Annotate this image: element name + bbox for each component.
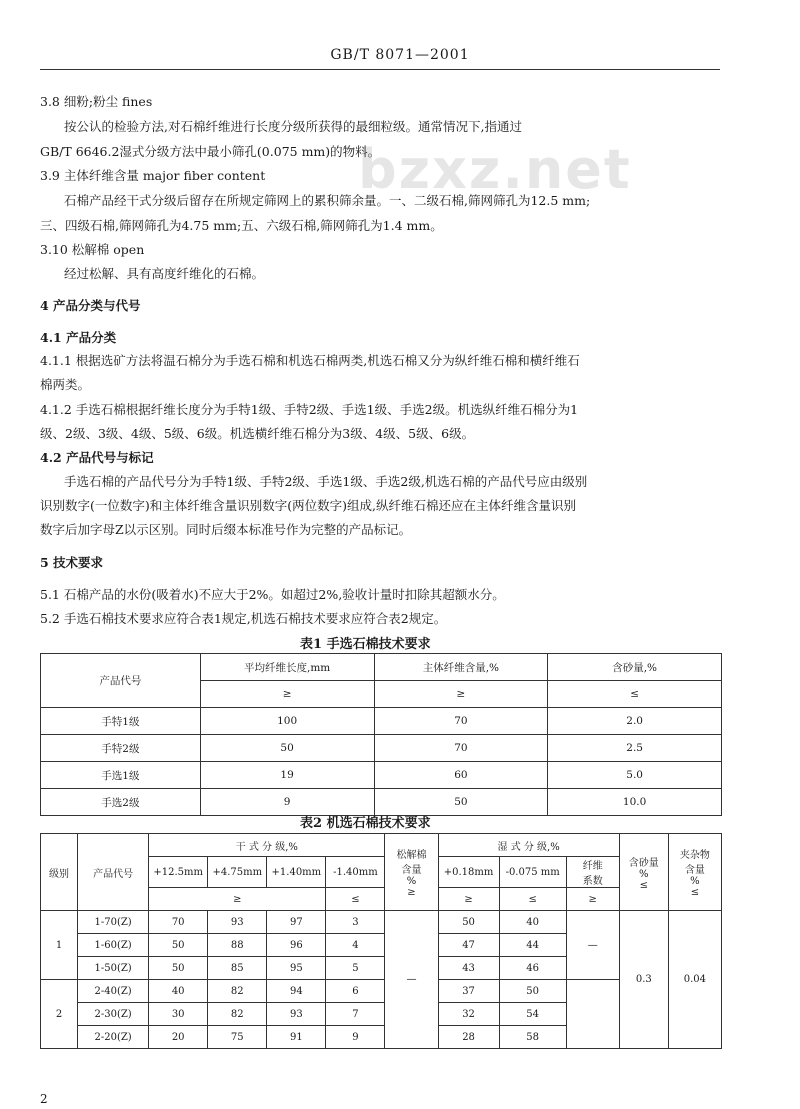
s411-line1: 4.1.1 根据选矿方法将温石棉分为手选石棉和机选石棉两类,机选石棉又分为纵纤维石棉和横纤维石	[40, 353, 580, 368]
t2-dry-col: +4.75mm	[208, 857, 267, 888]
t1-sub-ge: ≥	[200, 681, 374, 708]
t2-impurity-value: 0.04	[668, 911, 721, 1049]
t2-cell: 95	[267, 957, 326, 980]
t1-cell: 手选1级	[41, 762, 201, 789]
t2-dry-col: +12.5mm	[149, 857, 208, 888]
table-row	[41, 708, 722, 735]
t2-header-sand	[619, 834, 668, 911]
header-rule	[40, 69, 720, 70]
t2-sand-value: 0.3	[619, 911, 668, 1049]
t1-cell: 5.0	[548, 762, 722, 789]
t2-dry-sub-le: ≤	[326, 888, 385, 911]
t1-cell: 70	[374, 708, 548, 735]
t2-cell: 1-60(Z)	[78, 934, 149, 957]
t2-sand-l1: 含砂量	[628, 857, 659, 869]
t2-cell: 93	[208, 911, 267, 934]
t1-cell: 手特1级	[41, 708, 201, 735]
s412-line1: 4.1.2 手选石棉根据纤维长度分为手特1级、手特2级、手选1级、手选2级。机选纵纤维石棉分为1	[40, 402, 579, 417]
t2-cell: 93	[267, 1003, 326, 1026]
table2-caption: 表2 机选石棉技术要求	[300, 816, 431, 831]
t2-header-open	[385, 834, 438, 911]
t2-cell: 3	[326, 911, 385, 934]
t1-header-code: 产品代号	[41, 654, 201, 708]
t2-wet-sub: ≤	[499, 888, 566, 911]
t2-cell: 88	[208, 934, 267, 957]
t2-open-l4: ≥	[407, 887, 416, 898]
t2-cell: 85	[208, 957, 267, 980]
t2-open-l2: 含量	[401, 865, 422, 876]
t2-wet-fiber	[566, 857, 619, 888]
t2-fiber-value: —	[566, 911, 619, 980]
s411-line2: 棉两类。	[40, 377, 91, 392]
t2-header-dry: 干 式 分 级,%	[149, 834, 385, 857]
t2-cell: 20	[149, 1026, 208, 1049]
s412-line2: 级、2级、3级、4级、5级、6级。机选横纤维石棉分为3级、4级、5级、6级。	[40, 426, 475, 441]
table1-caption: 表1 手选石棉技术要求	[300, 637, 431, 652]
t2-cell: 50	[149, 934, 208, 957]
t1-sub-ge: ≥	[374, 681, 548, 708]
s42-line3: 数字后加字母Z以示区别。同时后缀本标准号作为完整的产品标记。	[40, 522, 412, 537]
s310-line1: 经过松解、具有高度纤维化的石棉。	[64, 266, 265, 281]
t2-cell: 82	[208, 980, 267, 1003]
t2-imp-l4: ≤	[690, 887, 700, 898]
t2-wet-sub: ≥	[566, 888, 619, 911]
t1-header-fiber: 主体纤维含量,%	[374, 654, 548, 681]
t2-cell: 1-50(Z)	[78, 957, 149, 980]
t2-cell: 50	[438, 911, 499, 934]
t2-cell: 2-40(Z)	[78, 980, 149, 1003]
t2-imp-l2: 含量	[684, 865, 705, 876]
s39-line1: 石棉产品经干式分级后留存在所规定筛网上的累积筛余量。一、二级石棉,筛网筛孔为12.5 mm;	[64, 193, 591, 208]
t2-wet-sub: ≥	[438, 888, 499, 911]
t2-cell: 4	[326, 934, 385, 957]
table-row	[41, 735, 722, 762]
s38-line1: 按公认的检验方法,对石棉纤维进行长度分级所获得的最细粒级。通常情况下,指通过	[64, 119, 522, 134]
t2-dry-col: -1.40mm	[326, 857, 385, 888]
s39-line2: 三、四级石棉,筛网筛孔为4.75 mm;五、六级石棉,筛网筛孔为1.4 mm。	[40, 218, 443, 233]
t2-cell: 32	[438, 1003, 499, 1026]
t2-header-code: 产品代号	[78, 834, 149, 911]
t2-cell: 40	[499, 911, 566, 934]
t2-cell: 1-70(Z)	[78, 911, 149, 934]
t2-cell: 6	[326, 980, 385, 1003]
t2-cell: 75	[208, 1026, 267, 1049]
table-row	[41, 762, 722, 789]
watermark: bzxz.net	[358, 138, 632, 201]
t2-cell: 30	[149, 1003, 208, 1026]
t2-open-l1: 松解棉	[396, 850, 427, 861]
t2-cell: 94	[267, 980, 326, 1003]
t1-cell: 手选2级	[41, 789, 201, 816]
s38-line2: GB/T 6646.2湿式分级方法中最小筛孔(0.075 mm)的物料。	[40, 144, 381, 159]
t1-cell: 2.5	[548, 735, 722, 762]
t1-cell: 60	[374, 762, 548, 789]
s52-text: 5.2 手选石棉技术要求应符合表1规定,机选石棉技术要求应符合表2规定。	[40, 611, 447, 626]
t1-header-sand: 含砂量,%	[548, 654, 722, 681]
s310-title: 3.10 松解棉 open	[40, 242, 145, 257]
t1-cell: 70	[374, 735, 548, 762]
t2-cell: 50	[499, 980, 566, 1003]
t2-imp-l1: 夹杂物	[679, 850, 710, 861]
t2-open-l3: %	[406, 876, 417, 887]
t2-cell: 46	[499, 957, 566, 980]
s51-text: 5.1 石棉产品的水份(吸着水)不应大于2%。如超过2%,验收计量时扣除其超额水分。	[40, 587, 505, 602]
t1-cell: 100	[200, 708, 374, 735]
t2-level: 1	[41, 911, 78, 980]
t1-cell: 50	[200, 735, 374, 762]
t2-cell: 5	[326, 957, 385, 980]
t2-imp-l3: %	[690, 876, 700, 887]
t2-header-impurity	[668, 834, 721, 911]
s38-title: 3.8 细粉;粉尘 fines	[40, 94, 153, 109]
t2-cell: 96	[267, 934, 326, 957]
t1-cell: 9	[200, 789, 374, 816]
t1-cell: 19	[200, 762, 374, 789]
t2-cell: 7	[326, 1003, 385, 1026]
section4-title: 4 产品分类与代号	[40, 298, 141, 313]
t1-cell: 50	[374, 789, 548, 816]
t1-cell: 2.0	[548, 708, 722, 735]
t2-sand-l2: %	[639, 868, 649, 880]
s39-title: 3.9 主体纤维含量 major fiber content	[40, 168, 266, 183]
t2-cell: 47	[438, 934, 499, 957]
page-number: 2	[40, 1092, 48, 1106]
t2-header-level: 级别	[41, 834, 78, 911]
t2-wet-col: +0.18mm	[438, 857, 499, 888]
t2-open-value: —	[385, 911, 438, 1049]
t2-cell: 58	[499, 1026, 566, 1049]
t1-cell: 10.0	[548, 789, 722, 816]
t2-cell: 50	[149, 957, 208, 980]
t2-cell: 91	[267, 1026, 326, 1049]
t2-header-wet: 湿 式 分 级,%	[438, 834, 619, 857]
s42-line1: 手选石棉的产品代号分为手特1级、手特2级、手选1级、手选2级,机选石棉的产品代号应由级别	[64, 474, 588, 489]
t2-cell: 82	[208, 1003, 267, 1026]
s42-title: 4.2 产品代号与标记	[40, 450, 154, 465]
t2-fiber-l1: 纤维	[582, 861, 603, 872]
t2-cell: 2-20(Z)	[78, 1026, 149, 1049]
t2-fiber-empty	[566, 980, 619, 1049]
t2-cell: 97	[267, 911, 326, 934]
t2-cell: 9	[326, 1026, 385, 1049]
t2-fiber-l2: 系数	[582, 876, 603, 887]
t1-header-length: 平均纤维长度,mm	[200, 654, 374, 681]
t2-cell: 70	[149, 911, 208, 934]
t1-sub-le: ≤	[548, 681, 722, 708]
section5-title: 5 技术要求	[40, 555, 104, 570]
table2	[40, 833, 722, 1049]
s42-line2: 识别数字(一位数字)和主体纤维含量识别数字(两位数字)组成,纵纤维石棉还应在主体纤维含量识别	[40, 498, 576, 513]
standard-header: GB/T 8071—2001	[330, 47, 470, 63]
t2-sand-l3: ≤	[639, 879, 648, 891]
t2-cell: 43	[438, 957, 499, 980]
t1-cell: 手特2级	[41, 735, 201, 762]
table1	[40, 653, 722, 816]
t2-cell: 44	[499, 934, 566, 957]
t2-cell: 28	[438, 1026, 499, 1049]
t2-cell: 2-30(Z)	[78, 1003, 149, 1026]
t2-dry-sub-ge: ≥	[149, 888, 326, 911]
table-row	[41, 911, 722, 934]
s41-title: 4.1 产品分类	[40, 330, 117, 345]
t2-dry-col: +1.40mm	[267, 857, 326, 888]
t2-cell: 54	[499, 1003, 566, 1026]
t2-cell: 40	[149, 980, 208, 1003]
t2-cell: 37	[438, 980, 499, 1003]
t2-level: 2	[41, 980, 78, 1049]
t2-wet-col: -0.075 mm	[499, 857, 566, 888]
